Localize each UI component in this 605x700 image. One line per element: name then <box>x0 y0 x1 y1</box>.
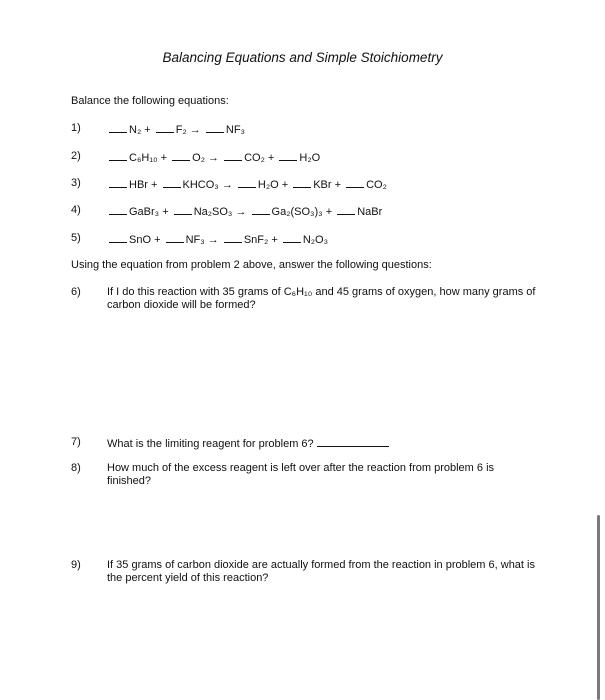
equation-term: SnO + <box>129 234 161 246</box>
coefficient-blank <box>174 204 192 215</box>
equation-term: N₂O₃ <box>302 234 329 246</box>
equation-number: 1) <box>71 122 81 134</box>
equation-term: NF₃ → <box>185 234 219 246</box>
equation-number: 3) <box>71 177 81 189</box>
equation-term: H₂O <box>299 152 321 164</box>
coefficient-blank <box>109 204 127 215</box>
equation-term: Na₂SO₃ → <box>193 206 247 218</box>
coefficient-blank <box>206 122 224 133</box>
coefficient-blank <box>166 232 184 243</box>
coefficient-blank <box>252 204 270 215</box>
coefficient-blank <box>156 122 174 133</box>
equation-term: NF₃ <box>225 124 246 136</box>
equation-term: O₂ → <box>192 152 220 164</box>
coefficient-blank <box>109 177 127 188</box>
coefficient-blank <box>283 232 301 243</box>
equation-term: GaBr₃ + <box>129 206 169 218</box>
equation-term: N₂ + <box>129 124 151 136</box>
equation-term: KHCO₃ → <box>182 179 233 191</box>
question-7 <box>107 436 537 451</box>
coefficient-blank <box>109 122 127 133</box>
equation-number: 2) <box>71 150 81 162</box>
equation-term: H₂O + <box>257 179 289 191</box>
coefficient-blank <box>279 150 297 161</box>
question-number: 9) <box>71 559 81 571</box>
coefficient-blank <box>293 177 311 188</box>
answer-blank <box>317 436 389 447</box>
equation-term: KBr + <box>313 179 342 191</box>
coefficient-blank <box>224 150 242 161</box>
question-number: 8) <box>71 462 81 474</box>
coefficient-blank <box>172 150 190 161</box>
equation-number: 4) <box>71 204 81 216</box>
coefficient-blank <box>163 177 181 188</box>
equation-5 <box>109 232 330 246</box>
instructions-heading: Balance the following equations: <box>71 95 229 107</box>
vertical-scrollbar[interactable] <box>597 515 600 700</box>
equation-term: HBr + <box>129 179 158 191</box>
equation-2 <box>109 150 322 164</box>
section-instructions: Using the equation from problem 2 above, answer the following questions: <box>71 259 432 271</box>
question-8-text: How much of the excess reagent is left over after the reaction from problem 6 is finished? <box>107 462 495 487</box>
page-title: Balancing Equations and Simple Stoichiometry <box>162 50 443 65</box>
equation-term: F₂ → <box>175 124 201 136</box>
question-9-text: If 35 grams of carbon dioxide are actually formed from the reaction in problem 6, what is the percent yield of this reaction? <box>107 559 535 584</box>
equation-term: NaBr <box>357 206 383 218</box>
equation-4 <box>109 204 384 218</box>
coefficient-blank <box>337 204 355 215</box>
coefficient-blank <box>109 232 127 243</box>
question-number: 6) <box>71 286 81 298</box>
coefficient-blank <box>346 177 364 188</box>
question-6-text: If I do this reaction with 35 grams of C₆H₁₀ and 45 grams of oxygen, how many grams of carbon dioxide will be formed? <box>107 286 536 311</box>
equation-3 <box>109 177 389 191</box>
equation-term: SnF₂ + <box>243 234 278 246</box>
equation-term: CO₂ <box>366 179 387 191</box>
coefficient-blank <box>238 177 256 188</box>
equation-term: Ga₂(SO₃)₃ + <box>271 206 333 218</box>
question-7-text: What is the limiting reagent for problem 6? <box>107 438 314 450</box>
equation-term: CO₂ + <box>244 152 275 164</box>
equation-term: C₆H₁₀ + <box>129 152 168 164</box>
coefficient-blank <box>224 232 242 243</box>
equation-number: 5) <box>71 232 81 244</box>
coefficient-blank <box>109 150 127 161</box>
equation-1 <box>109 122 247 136</box>
question-number: 7) <box>71 436 81 448</box>
